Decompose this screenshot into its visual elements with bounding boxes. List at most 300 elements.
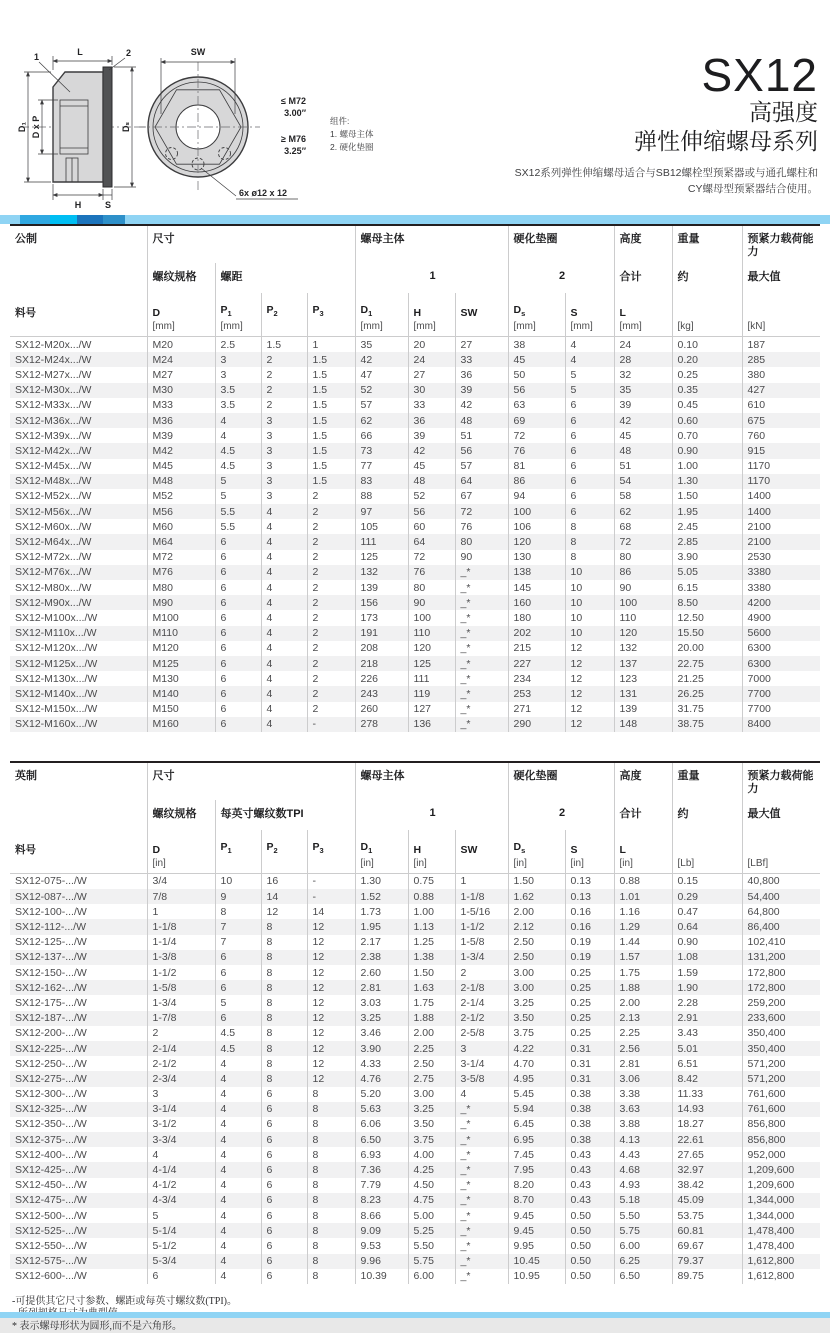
cell: 8 — [307, 1238, 355, 1253]
cell: 0.50 — [565, 1238, 614, 1253]
cell: 8 — [307, 1087, 355, 1102]
cell: SX12-500-.../W — [15, 1209, 87, 1222]
parts-legend — [330, 116, 374, 152]
cell: 4 — [215, 1254, 261, 1269]
cell: SX12-M90x.../W — [15, 596, 92, 609]
description-line-2: CY螺母型预紧器结合使用。 — [687, 182, 818, 195]
table-row — [10, 1254, 820, 1269]
cell: 6 — [261, 1147, 307, 1162]
cell: 1.30 — [672, 474, 742, 489]
cell: 2.50 — [508, 950, 565, 965]
cell: 8 — [307, 1132, 355, 1147]
cell: 1,344,000 — [742, 1193, 820, 1208]
cell: 64 — [455, 474, 508, 489]
cell: 761,600 — [742, 1087, 820, 1102]
cell: 1170 — [742, 459, 820, 474]
cell: 57 — [455, 459, 508, 474]
cell: M56 — [147, 504, 215, 519]
cell: 4 — [261, 702, 307, 717]
table-row — [10, 428, 820, 443]
cell: 234 — [508, 671, 565, 686]
table-row — [10, 904, 820, 919]
table-row — [10, 873, 820, 889]
cell: 5.75 — [614, 1223, 672, 1238]
cell: 58 — [614, 489, 672, 504]
cell: 4.22 — [508, 1041, 565, 1056]
cell: 6 — [215, 550, 261, 565]
cell: 1 — [147, 904, 215, 919]
cell: M160 — [147, 717, 215, 732]
cell: 6.00 — [408, 1269, 455, 1284]
cell: 32.97 — [672, 1162, 742, 1177]
cell: 7.45 — [508, 1147, 565, 1162]
cell: 4.33 — [355, 1056, 408, 1071]
cell: 6 — [565, 398, 614, 413]
cell: SX12-275-.../W — [15, 1072, 87, 1085]
cell: 4.93 — [614, 1178, 672, 1193]
cell: SX12-425-.../W — [15, 1164, 87, 1177]
cell: 62 — [355, 413, 408, 428]
dim-SW: SW — [190, 47, 206, 57]
cell: SX12-M125x.../W — [15, 657, 98, 670]
cell: SX12-475-.../W — [15, 1194, 87, 1207]
cell: 173 — [355, 610, 408, 625]
cell: 6 — [565, 443, 614, 458]
cell: 3.90 — [355, 1041, 408, 1056]
cell: 6300 — [742, 641, 820, 656]
table-row — [10, 1208, 820, 1223]
cell: 4 — [215, 1178, 261, 1193]
dim-D1: D₁ — [17, 121, 27, 133]
column-header: 料号 — [10, 830, 147, 874]
column-header: L [in] — [614, 830, 672, 874]
cell: 1,612,800 — [742, 1254, 820, 1269]
cell: 350,400 — [742, 1026, 820, 1041]
cell: 2.00 — [408, 1026, 455, 1041]
column-group-header: 高度 — [614, 762, 672, 800]
table-row — [10, 1071, 820, 1086]
cell: 3.46 — [355, 1026, 408, 1041]
table-row — [10, 489, 820, 504]
table-row — [10, 1087, 820, 1102]
title-block — [514, 49, 818, 197]
cell: 12 — [307, 919, 355, 934]
cell: 10.45 — [508, 1254, 565, 1269]
page-header — [0, 0, 830, 215]
cell: 125 — [408, 656, 455, 671]
cell: 0.60 — [672, 413, 742, 428]
cell: M30 — [147, 383, 215, 398]
cell: 1.88 — [408, 1011, 455, 1026]
cell: 137 — [614, 656, 672, 671]
cell: M42 — [147, 443, 215, 458]
cell: 7.95 — [508, 1162, 565, 1177]
cell: M90 — [147, 595, 215, 610]
cell: 9.09 — [355, 1223, 408, 1238]
cell: 4.43 — [614, 1147, 672, 1162]
column-group-header: 硬化垫圈 — [508, 225, 614, 263]
cell: 6 — [215, 980, 261, 995]
cell: 8 — [307, 1162, 355, 1177]
cell: M36 — [147, 413, 215, 428]
cell: 81 — [508, 459, 565, 474]
table-row — [10, 717, 820, 732]
cell: 2.17 — [355, 935, 408, 950]
cell: 1.16 — [614, 904, 672, 919]
cell: 88 — [355, 489, 408, 504]
cell: 1.01 — [614, 889, 672, 904]
cell: 4 — [215, 1132, 261, 1147]
cell: 86 — [508, 474, 565, 489]
cell: 0.15 — [672, 873, 742, 889]
cell: 45 — [408, 459, 455, 474]
cell: 8 — [261, 965, 307, 980]
cell: 130 — [508, 550, 565, 565]
cell: 0.64 — [672, 919, 742, 934]
cell: 0.47 — [672, 904, 742, 919]
cell: 10 — [565, 610, 614, 625]
cell: 2.13 — [614, 1011, 672, 1026]
cell: 86 — [614, 565, 672, 580]
cell: 1.50 — [672, 489, 742, 504]
cell: 12 — [565, 671, 614, 686]
column-group-header: 高度 — [614, 225, 672, 263]
cell: 62 — [614, 504, 672, 519]
cell: 187 — [742, 337, 820, 353]
cell: SX12-M64x.../W — [15, 536, 92, 549]
column-group-header: 英制 — [15, 769, 37, 782]
cell: 156 — [355, 595, 408, 610]
cell: 12 — [307, 965, 355, 980]
cell: 2.81 — [614, 1056, 672, 1071]
cell: 6 — [215, 565, 261, 580]
cell: 131 — [614, 686, 672, 701]
cell: 2 — [307, 550, 355, 565]
column-subheader — [10, 800, 147, 830]
cell: 271 — [508, 702, 565, 717]
cell: - — [307, 889, 355, 904]
cell: 1,209,600 — [742, 1178, 820, 1193]
cell: 10.95 — [508, 1269, 565, 1284]
cell: SX12-M72x.../W — [15, 551, 92, 564]
cell: _* — [455, 1223, 508, 1238]
cell: 1,478,400 — [742, 1223, 820, 1238]
cell: 0.35 — [672, 383, 742, 398]
cell: M140 — [147, 686, 215, 701]
column-subheader: 合计 — [614, 800, 672, 830]
cell: 172,800 — [742, 980, 820, 995]
cell: 5-1/2 — [147, 1238, 215, 1253]
cell: 1.5 — [307, 398, 355, 413]
cell: 4.50 — [408, 1178, 455, 1193]
cell: 4 — [215, 1117, 261, 1132]
cell: 6 — [565, 459, 614, 474]
cell: 7.36 — [355, 1162, 408, 1177]
footnote-sizes: -可提供其它尺寸参数、螺距或每英寸螺纹数(TPI)。 — [12, 1295, 237, 1307]
cell: 9.53 — [355, 1238, 408, 1253]
cell: 53.75 — [672, 1208, 742, 1223]
cell: 0.88 — [614, 873, 672, 889]
cell: 3 — [215, 367, 261, 382]
cell: 2.12 — [508, 919, 565, 934]
cell: 290 — [508, 717, 565, 732]
column-header: SW — [455, 293, 508, 337]
table-row — [10, 626, 820, 641]
cell: 3-1/4 — [147, 1102, 215, 1117]
cell: 1,478,400 — [742, 1238, 820, 1253]
cell: 72 — [508, 428, 565, 443]
cell: 100 — [508, 504, 565, 519]
cell: 3.5 — [215, 383, 261, 398]
cell: 4 — [215, 1223, 261, 1238]
cell: 0.25 — [565, 980, 614, 995]
cell: 42 — [455, 398, 508, 413]
cell: 125 — [355, 550, 408, 565]
description-line-1: SX12系列弹性伸缩螺母适合与SB12螺栓型预紧器或与通孔螺柱和 — [514, 166, 818, 179]
cell: 20.00 — [672, 641, 742, 656]
table-row — [10, 995, 820, 1010]
cell: 4 — [261, 641, 307, 656]
column-subheader: 最大值 — [742, 800, 820, 830]
cell: _* — [455, 595, 508, 610]
cell: 6 — [565, 504, 614, 519]
cell: 0.10 — [672, 337, 742, 353]
table-row — [10, 686, 820, 701]
cell: 6 — [215, 717, 261, 732]
cell: 8 — [261, 935, 307, 950]
cell: 80 — [455, 534, 508, 549]
table-row — [10, 565, 820, 580]
cell: 8 — [261, 919, 307, 934]
cell: 8 — [307, 1254, 355, 1269]
cell: SX12-525-.../W — [15, 1224, 87, 1237]
cell: 4-3/4 — [147, 1193, 215, 1208]
cell: 12 — [307, 935, 355, 950]
cell: 1.30 — [355, 873, 408, 889]
product-description — [515, 165, 818, 198]
cell: 2 — [307, 641, 355, 656]
column-group-header: 螺母主体 — [355, 225, 508, 263]
cell: SX12-250-.../W — [15, 1057, 87, 1070]
cell: 1-5/16 — [455, 904, 508, 919]
cell: 6 — [261, 1178, 307, 1193]
cell: 4 — [215, 1193, 261, 1208]
cell: 8 — [261, 950, 307, 965]
part-1-label: 1 — [34, 52, 40, 62]
cell: 6.06 — [355, 1117, 408, 1132]
cell: 2.50 — [508, 935, 565, 950]
cell: 66 — [355, 428, 408, 443]
cell: 380 — [742, 367, 820, 382]
cell: 26.25 — [672, 686, 742, 701]
cell: 12 — [261, 904, 307, 919]
cell: 3.38 — [614, 1087, 672, 1102]
column-header: $D_s$ [mm] — [508, 293, 565, 337]
cell: 32 — [614, 367, 672, 382]
cell: 1-3/8 — [147, 950, 215, 965]
table-row — [10, 534, 820, 549]
cell: 0.43 — [565, 1193, 614, 1208]
note-m72-inch: 3.00″ — [284, 108, 306, 118]
cell: 5 — [215, 995, 261, 1010]
cell: SX12-M120x.../W — [15, 642, 98, 655]
cell: 110 — [614, 610, 672, 625]
cell: 191 — [355, 626, 408, 641]
cell: 5 — [147, 1208, 215, 1223]
cell: 8 — [261, 1056, 307, 1071]
table-row — [10, 1162, 820, 1177]
cell: 4.95 — [508, 1071, 565, 1086]
column-group-header: 公制 — [15, 233, 37, 245]
cell: M52 — [147, 489, 215, 504]
cell: SX12-M36x.../W — [15, 414, 92, 427]
cell: 51 — [455, 428, 508, 443]
cell: 1.44 — [614, 935, 672, 950]
cell: 97 — [355, 504, 408, 519]
column-header: $P_3$ — [307, 293, 355, 337]
cell: SX12-M140x.../W — [15, 687, 98, 700]
cell: - — [307, 717, 355, 732]
table-row — [10, 965, 820, 980]
cell: 48 — [614, 443, 672, 458]
cell: 136 — [408, 717, 455, 732]
cell: 10.39 — [355, 1269, 408, 1284]
cell: 4 — [215, 1162, 261, 1177]
cell: 4 — [261, 656, 307, 671]
cell: 8 — [307, 1117, 355, 1132]
column-group-header: 重量 — [672, 225, 742, 263]
cell: SX12-112-.../W — [15, 921, 86, 934]
cell: 1.75 — [408, 995, 455, 1010]
cell: SX12-350-.../W — [15, 1118, 87, 1131]
cell: 4.76 — [355, 1071, 408, 1086]
table-row — [10, 1238, 820, 1253]
column-group-header: 尺寸 — [147, 225, 355, 263]
cell: 1.08 — [672, 950, 742, 965]
column-group-header: 预紧力载荷能力 — [742, 225, 820, 263]
cell: 4 — [261, 580, 307, 595]
cell: 31.75 — [672, 702, 742, 717]
cell: SX12-M42x.../W — [15, 444, 92, 457]
cell: 253 — [508, 686, 565, 701]
column-subheader: 约 — [672, 800, 742, 830]
cell: 2 — [261, 352, 307, 367]
cell: 172,800 — [742, 965, 820, 980]
cell: 0.90 — [672, 443, 742, 458]
side-view — [17, 47, 146, 210]
cell: 6 — [261, 1208, 307, 1223]
cell: M110 — [147, 626, 215, 641]
cell: 2530 — [742, 550, 820, 565]
column-subheader: 每英寸螺纹数TPI — [215, 800, 355, 830]
cell: 7700 — [742, 686, 820, 701]
cell: 73 — [355, 443, 408, 458]
cell: 2 — [307, 595, 355, 610]
column-header: $P_2$ — [261, 293, 307, 337]
cell: 94 — [508, 489, 565, 504]
part-2-label: 2 — [126, 48, 132, 58]
cell: SX12-087-.../W — [15, 890, 87, 903]
cell: 2 — [307, 702, 355, 717]
column-header: [kN] — [742, 293, 820, 337]
cell: 1.50 — [508, 873, 565, 889]
table-row — [10, 1132, 820, 1147]
cell: 4 — [565, 352, 614, 367]
cell: 1.62 — [508, 889, 565, 904]
cell: 3.25 — [408, 1102, 455, 1117]
column-header: [LBf] — [742, 830, 820, 874]
cell: 1.52 — [355, 889, 408, 904]
legend-title: 组件: — [330, 116, 350, 126]
cell: 27 — [455, 337, 508, 353]
cell: 915 — [742, 443, 820, 458]
cell: 42 — [408, 443, 455, 458]
cell: 6 — [261, 1132, 307, 1147]
cell: 3380 — [742, 565, 820, 580]
cell: M150 — [147, 702, 215, 717]
table-row — [10, 459, 820, 474]
product-model: SX12 — [701, 49, 818, 101]
cell: _* — [455, 610, 508, 625]
cell: M39 — [147, 428, 215, 443]
column-header: $P_1$ — [215, 830, 261, 874]
cell: 4.68 — [614, 1162, 672, 1177]
cell: 6.00 — [614, 1238, 672, 1253]
cell: 6 — [215, 626, 261, 641]
cell: 1.5 — [307, 413, 355, 428]
cell: 215 — [508, 641, 565, 656]
column-subheader: 2 — [508, 800, 614, 830]
cell: 48 — [455, 413, 508, 428]
cell: 6.25 — [614, 1254, 672, 1269]
cell: 5.50 — [614, 1208, 672, 1223]
cell: 0.88 — [408, 889, 455, 904]
column-subheader: 螺纹规格 — [147, 263, 215, 293]
cell: 1.25 — [408, 935, 455, 950]
cell: 36 — [408, 413, 455, 428]
cell: 33 — [408, 398, 455, 413]
cell: 2.45 — [672, 519, 742, 534]
cell: 9.95 — [508, 1238, 565, 1253]
cell: 1-1/8 — [147, 919, 215, 934]
cell: M27 — [147, 367, 215, 382]
table-row — [10, 1147, 820, 1162]
cell: 4 — [215, 1071, 261, 1086]
dim-DxP: D x P — [31, 115, 41, 139]
cell: 285 — [742, 352, 820, 367]
cell: 90 — [614, 580, 672, 595]
cell: 0.31 — [565, 1071, 614, 1086]
cell: 12 — [565, 717, 614, 732]
cell: 86,400 — [742, 919, 820, 934]
cell: 2 — [307, 656, 355, 671]
cell: _* — [455, 1208, 508, 1223]
cell: 4 — [261, 504, 307, 519]
cell: 218 — [355, 656, 408, 671]
cell: 1.50 — [408, 965, 455, 980]
cell: SX12-M150x.../W — [15, 703, 98, 716]
cell: 22.61 — [672, 1132, 742, 1147]
cell: 76 — [455, 519, 508, 534]
front-view — [136, 47, 307, 199]
cell: 6 — [215, 580, 261, 595]
cell: 6 — [215, 610, 261, 625]
cell: 3.03 — [355, 995, 408, 1010]
table-row — [10, 980, 820, 995]
product-subtitle-series: 弹性伸缩螺母系列 — [634, 127, 818, 154]
cell: SX12-M80x.../W — [15, 581, 92, 594]
cell: 33 — [455, 352, 508, 367]
